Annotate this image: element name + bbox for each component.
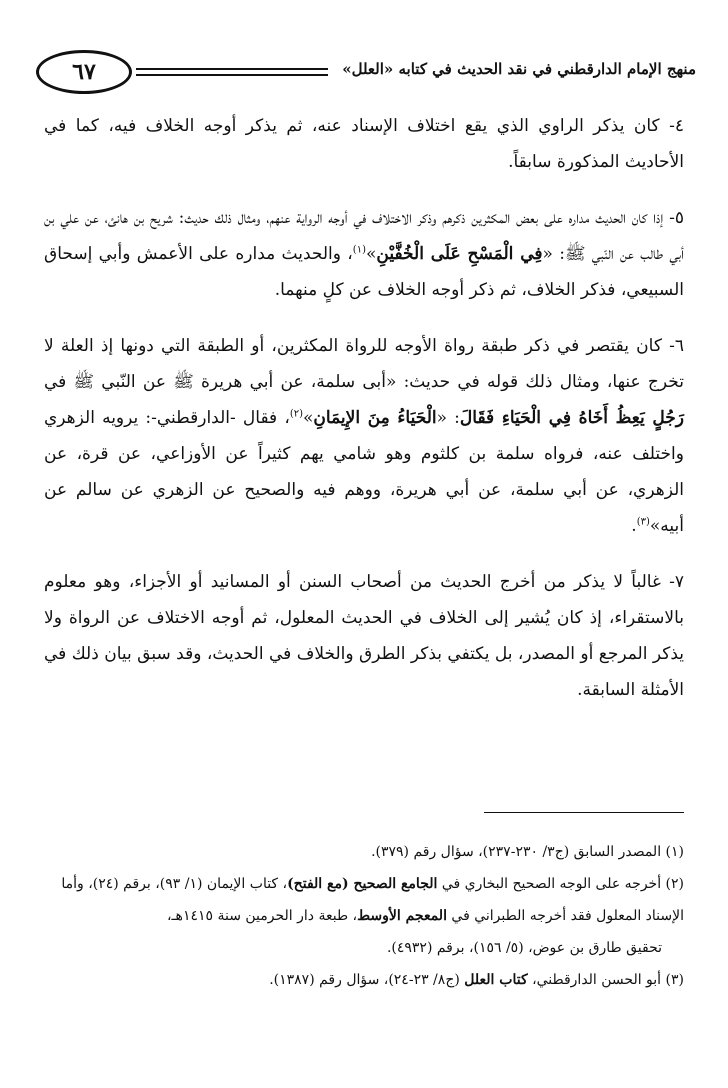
footnote-ref-2[interactable]: (٢): [289, 408, 303, 420]
fn3-text-a: (٣) أبو الحسن الدارقطني،: [527, 972, 684, 988]
fn3-source: كتاب العلل: [464, 972, 528, 988]
p5-text-2: »: [365, 244, 377, 264]
footnote-3: [44, 964, 684, 996]
fn3-text-c: (ج٨/ ٢٣-٢٤)، سؤال رقم (١٣٨٧).: [269, 972, 465, 988]
paragraph-6: [44, 328, 684, 544]
p6-text-2: : «: [436, 408, 460, 428]
footnotes: [44, 836, 684, 996]
p6-hadith-quote-2: الْحَيَاءُ مِنَ الإِيمَانِ: [313, 408, 437, 428]
header-rule-bottom: [136, 74, 328, 76]
p6-text-1: ٦- كان يقتصر في ذكر طبقة رواة الأوجه للرواة المكثرين، أو الطبقة التي دونها إذ العلة لا تخرج عنها، ومثال ذلك قوله في حديث: «أبى سلمة، عن أبي هريرة ﷺ عن النّبي ﷺ في: [44, 336, 684, 392]
footnote-2-continued: تحقيق طارق بن عوض، (٥/ ١٥٦)، برقم (٤٩٣٢).: [386, 940, 662, 956]
p6-text-5: .: [631, 516, 637, 536]
header-rule-top: [136, 68, 328, 70]
running-title: منهج الإمام الدارقطني في نقد الحديث في كتابه «العلل»: [342, 60, 696, 78]
paragraph-7: ٧- غالباً لا يذكر من أخرج الحديث من أصحاب السنن أو المسانيد أو الأجزاء، وهو معلوم بالاستقراء، إذ كان يُشير إلى الخلاف في الحديث المعلول، ثم أوجه الاختلاف عن الرواة ولا يذكر المرجع أو المصدر، بل يكتفي بذكر الطرق والخلاف في الحديث، وقد سبق بيان ذلك في الأمثلة السابقة.: [44, 572, 684, 700]
paragraph-4: ٤- كان يذكر الراوي الذي يقع اختلاف الإسناد عنه، ثم يذكر أوجه الخلاف فيه، كما في الأحاديث المذكورة سابقاً.: [44, 116, 684, 172]
fn2-text-c: ، كتاب الإيمان (١/ ٩٣)، برقم (٢٤)، وأما الإسناد المعلول فقد أخرجه الطبراني في: [61, 876, 684, 924]
footnote-ref-3[interactable]: (٣): [636, 516, 650, 528]
fn2-text-a: (٢) أخرجه على الوجه الصحيح البخاري في: [437, 876, 684, 892]
p6-hadith-quote-1: رَجُلٍ يَعِظُ أَخَاهُ فِي الْحَيَاءِ فَقَالَ: [459, 408, 684, 428]
p5-hadith-quote: فِي الْمَسْحِ عَلَى الْخُفَّيْنِ: [376, 244, 543, 264]
p6-text-4: ، فقال -الدارقطني-: يرويه الزهري واختلف عنه، فرواه سلمة بن كلثوم وهو شامي يهم كثيراً عن الأوزاعي، عن قرة، عن الزهري، عن أبي سلمة، عن أبي هريرة، ووهم فيه والصحيح عن الزهري عن سالم عن أبيه»: [44, 408, 684, 536]
fn2-source-1: الجامع الصحيح (مع الفتح): [287, 876, 438, 892]
fn2-source-2: المعجم الأوسط: [357, 908, 447, 924]
page-header: [36, 50, 696, 100]
footnote-separator: [484, 812, 684, 813]
footnote-1: (١) المصدر السابق (ج٣/ ٢٣٠-٢٣٧)، سؤال رقم (٣٧٩).: [371, 844, 684, 860]
p5-text-1: ٥- إذا كان الحديث مداره على بعض المكثرين ذكرهم وذكر الاختلاف في أوجه الرواية عنهم، ومثال ذلك حديث: شريح بن هانئ، عن علي بن أبي طالب عن النّبي ﷺ: «: [44, 208, 684, 264]
fn2-text-e: ، طبعة دار الحرمين سنة ١٤١٥هـ،: [166, 908, 358, 924]
p5-text-3: ، والحديث مداره على الأعمش وأبي إسحاق السبيعي، فذكر الخلاف، ثم ذكر أوجه الخلاف عن كلٍ منهما.: [44, 244, 684, 300]
main-text: [44, 108, 684, 728]
p6-text-3: »: [303, 408, 314, 428]
footnote-2: [44, 868, 684, 932]
paragraph-5: [44, 200, 684, 308]
footnote-ref-1[interactable]: (١): [352, 244, 366, 256]
page-number: ٦٧: [36, 50, 132, 94]
